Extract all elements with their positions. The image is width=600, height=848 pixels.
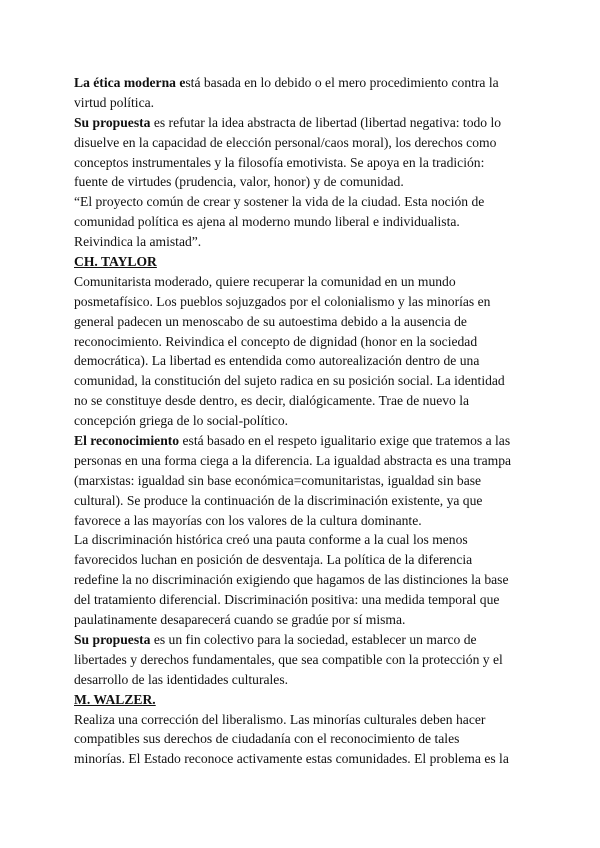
paragraph-line: favorecidos luchan en posición de desventaja. La política de la diferencia bbox=[74, 552, 473, 568]
paragraph-line bbox=[74, 113, 534, 133]
text-fragment: está basado en el respeto igualitario exige que tratemos a las bbox=[179, 433, 511, 449]
text-fragment: stá basada en lo debido o el mero procedimiento contra la bbox=[185, 75, 499, 90]
paragraph-line: redefine la no discriminación exigiendo que hagamos de las distinciones la base bbox=[74, 572, 509, 588]
paragraph-line: personas en una forma ciega a la diferencia. La igualdad abstracta es una trampa bbox=[74, 452, 512, 468]
paragraph-line: minorías. El Estado reconoce activamente estas comunidades. El problema es la bbox=[74, 751, 509, 767]
text-fragment: es refutar la idea abstracta de libertad (libertad negativa: todo lo bbox=[150, 114, 502, 130]
bold-term: Su propuesta bbox=[74, 114, 151, 130]
paragraph-line: desarrollo de las identidades culturales. bbox=[74, 671, 289, 687]
paragraph-line: compatibles sus derechos de ciudadanía con el reconocimiento de tales bbox=[74, 731, 460, 747]
paragraph-line: democrática). La libertad es entendida como autorealización dentro de una bbox=[74, 353, 480, 369]
bold-term: La ética moderna e bbox=[74, 75, 186, 90]
paragraph-line: del tratamiento diferencial. Discriminación positiva: una medida temporal que bbox=[74, 592, 500, 608]
paragraph-line: fuente de virtudes (prudencia, valor, honor) y de comunidad. bbox=[74, 174, 404, 190]
paragraph-line: Comunitarista moderado, quiere recuperar la comunidad en un mundo bbox=[74, 273, 456, 289]
paragraph-line: comunidad política es ajena al moderno mundo liberal e individualista. bbox=[74, 214, 460, 230]
paragraph-line: disuelve en la capacidad de elección personal/caos moral), los derechos como bbox=[74, 134, 497, 150]
paragraph-line: posmetafísico. Los pueblos sojuzgados por el colonialismo y las minorías en bbox=[74, 293, 491, 309]
paragraph-line: cultural). Se produce la continuación de la discriminación existente, ya que bbox=[74, 492, 483, 508]
paragraph-line: conceptos instrumentales y la filosofía emotivista. Se apoya en la tradición: bbox=[74, 154, 485, 170]
paragraph-line: Realiza una corrección del liberalismo. Las minorías culturales deben hacer bbox=[74, 711, 486, 727]
bold-term: Su propuesta bbox=[74, 631, 151, 647]
paragraph-line: libertades y derechos fundamentales, que sea compatible con la protección y el bbox=[74, 651, 503, 667]
paragraph-line: no se constituye desde dentro, es decir, dialógicamente. Trae de nuevo la bbox=[74, 393, 470, 409]
document-page bbox=[74, 73, 534, 769]
paragraph-line: “El proyecto común de crear y sostener la vida de la ciudad. Esta noción de bbox=[74, 194, 485, 210]
paragraph-line: La discriminación histórica creó una pauta conforme a la cual los menos bbox=[74, 532, 468, 548]
bold-term: El reconocimiento bbox=[74, 433, 180, 449]
paragraph-line bbox=[74, 431, 534, 451]
paragraph-line bbox=[74, 73, 534, 93]
paragraph-line: (marxistas: igualdad sin base económica=comunitaristas, igualdad sin base bbox=[74, 472, 482, 488]
section-heading: CH. TAYLOR bbox=[74, 254, 157, 270]
section-heading: M. WALZER. bbox=[74, 691, 156, 707]
paragraph-line: concepción griega de lo social-político. bbox=[74, 413, 289, 429]
paragraph-line: comunidad, la constitución del sujeto radica en su posición social. La identidad bbox=[74, 373, 505, 389]
paragraph-line: general padecen un menoscabo de su autoestima debido a la ausencia de bbox=[74, 313, 467, 329]
paragraph-line bbox=[74, 630, 534, 650]
text-fragment: es un fin colectivo para la sociedad, establecer un marco de bbox=[150, 631, 477, 647]
paragraph-line: virtud política. bbox=[74, 94, 155, 110]
paragraph-line: paulatinamente desaparecerá cuando se gradúe por sí misma. bbox=[74, 612, 406, 628]
paragraph-line: favorece a las mayorías con los valores de la cultura dominante. bbox=[74, 512, 422, 528]
paragraph-line: reconocimiento. Reivindica el concepto de dignidad (honor en la sociedad bbox=[74, 333, 478, 349]
paragraph-line: Reivindica la amistad”. bbox=[74, 234, 202, 250]
